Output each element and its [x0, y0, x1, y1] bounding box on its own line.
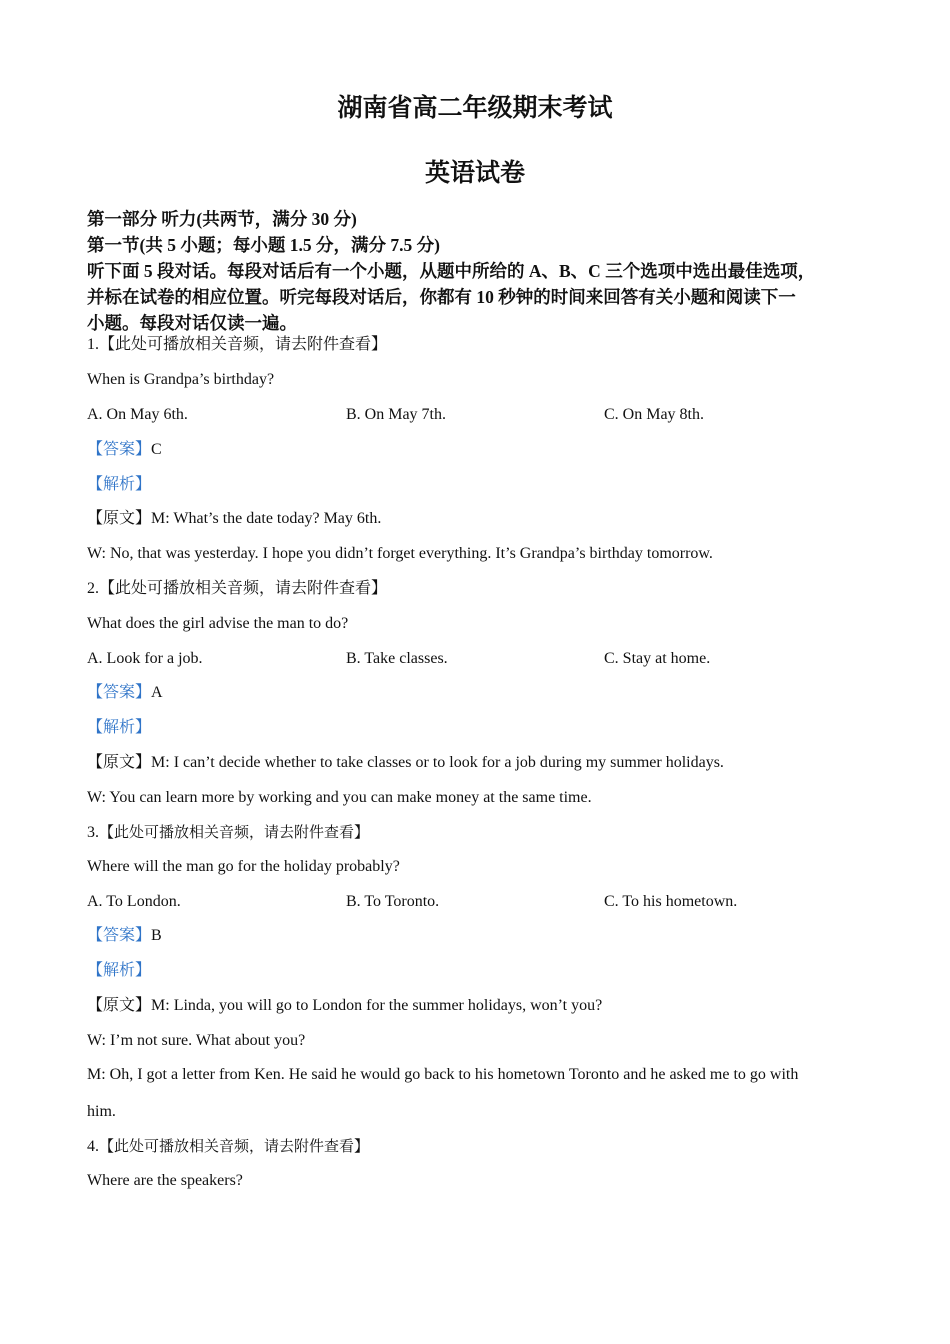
option-c: C. On May 8th. — [604, 406, 704, 423]
part-heading: 第一部分 听力(共两节，满分 30 分) — [87, 209, 357, 229]
question-header — [87, 335, 387, 355]
transcript-line: M: Oh, I got a letter from Ken. He said he would go back to his hometown Toronto and he asked me to go with — [87, 1066, 799, 1083]
transcript-line: W: No, that was yesterday. I hope you didn’t forget everything. It’s Grandpa’s birthday tomorrow. — [87, 545, 713, 562]
answer-label: 【答案】 — [87, 441, 152, 458]
answer-line — [87, 683, 163, 703]
question-header — [87, 822, 369, 843]
audio-note: 【此处可播放相关音频，请去附件查看】 — [99, 1137, 370, 1155]
question-number: 4. — [87, 1138, 99, 1155]
question-header — [87, 1136, 369, 1157]
transcript-line: W: I’m not sure. What about you? — [87, 1032, 306, 1049]
option-a: A. On May 6th. — [87, 406, 188, 423]
transcript-text: M: What’s the date today? May 6th. — [151, 510, 382, 527]
analysis-label: 【解析】 — [87, 476, 152, 493]
option-c: C. Stay at home. — [604, 650, 711, 667]
answer-value: A — [151, 684, 163, 701]
transcript-text: M: Linda, you will go to London for the summer holidays, won’t you? — [151, 997, 603, 1014]
transcript-line: him. — [87, 1103, 116, 1120]
option-a: A. Look for a job. — [87, 650, 203, 667]
original-label: 【原文】 — [87, 510, 152, 527]
question-text: When is Grandpa’s birthday? — [87, 371, 275, 388]
option-b: B. To Toronto. — [346, 893, 440, 910]
answer-line — [87, 926, 162, 946]
question-header — [87, 579, 387, 599]
audio-note: 【此处可播放相关音频，请去附件查看】 — [99, 823, 370, 841]
original-label: 【原文】 — [87, 997, 152, 1014]
answer-value: B — [151, 927, 162, 944]
option-a: A. To London. — [87, 893, 181, 910]
original-label: 【原文】 — [87, 754, 152, 771]
answer-line — [87, 440, 162, 460]
answer-label: 【答案】 — [87, 684, 152, 701]
section-heading: 第一节(共 5 小题；每小题 1.5 分，满分 7.5 分) — [87, 235, 440, 255]
transcript-line — [87, 509, 381, 529]
answer-value: C — [151, 441, 162, 458]
analysis-label: 【解析】 — [87, 719, 152, 736]
exam-title: 湖南省高二年级期末考试 — [337, 95, 613, 122]
question-number: 3. — [87, 824, 99, 841]
answer-label: 【答案】 — [87, 927, 152, 944]
analysis-label: 【解析】 — [87, 962, 152, 979]
instruction-line: 听下面 5 段对话。每段对话后有一个小题，从题中所给的 A、B、C 三个选项中选出最佳选项， — [87, 261, 816, 281]
transcript-line: W: You can learn more by working and you can make money at the same time. — [87, 789, 592, 806]
instruction-line: 小题。每段对话仅读一遍。 — [87, 313, 297, 333]
exam-subtitle: 英语试卷 — [424, 160, 525, 187]
option-c: C. To his hometown. — [604, 893, 738, 910]
question-number: 1. — [87, 336, 99, 353]
question-text: Where are the speakers? — [87, 1172, 243, 1189]
instruction-line: 并标在试卷的相应位置。听完每段对话后，你都有 10 秒钟的时间来回答有关小题和阅读下一 — [87, 287, 796, 307]
question-number: 2. — [87, 580, 99, 597]
transcript-text: M: I can’t decide whether to take classes or to look for a job during my summer holidays. — [151, 754, 724, 771]
audio-note: 【此处可播放相关音频，请去附件查看】 — [99, 336, 388, 353]
question-text: What does the girl advise the man to do? — [87, 615, 349, 632]
transcript-line — [87, 753, 724, 773]
transcript-line — [87, 996, 602, 1016]
option-b: B. On May 7th. — [346, 406, 446, 423]
option-b: B. Take classes. — [346, 650, 448, 667]
question-text: Where will the man go for the holiday probably? — [87, 858, 400, 875]
audio-note: 【此处可播放相关音频，请去附件查看】 — [99, 580, 388, 597]
